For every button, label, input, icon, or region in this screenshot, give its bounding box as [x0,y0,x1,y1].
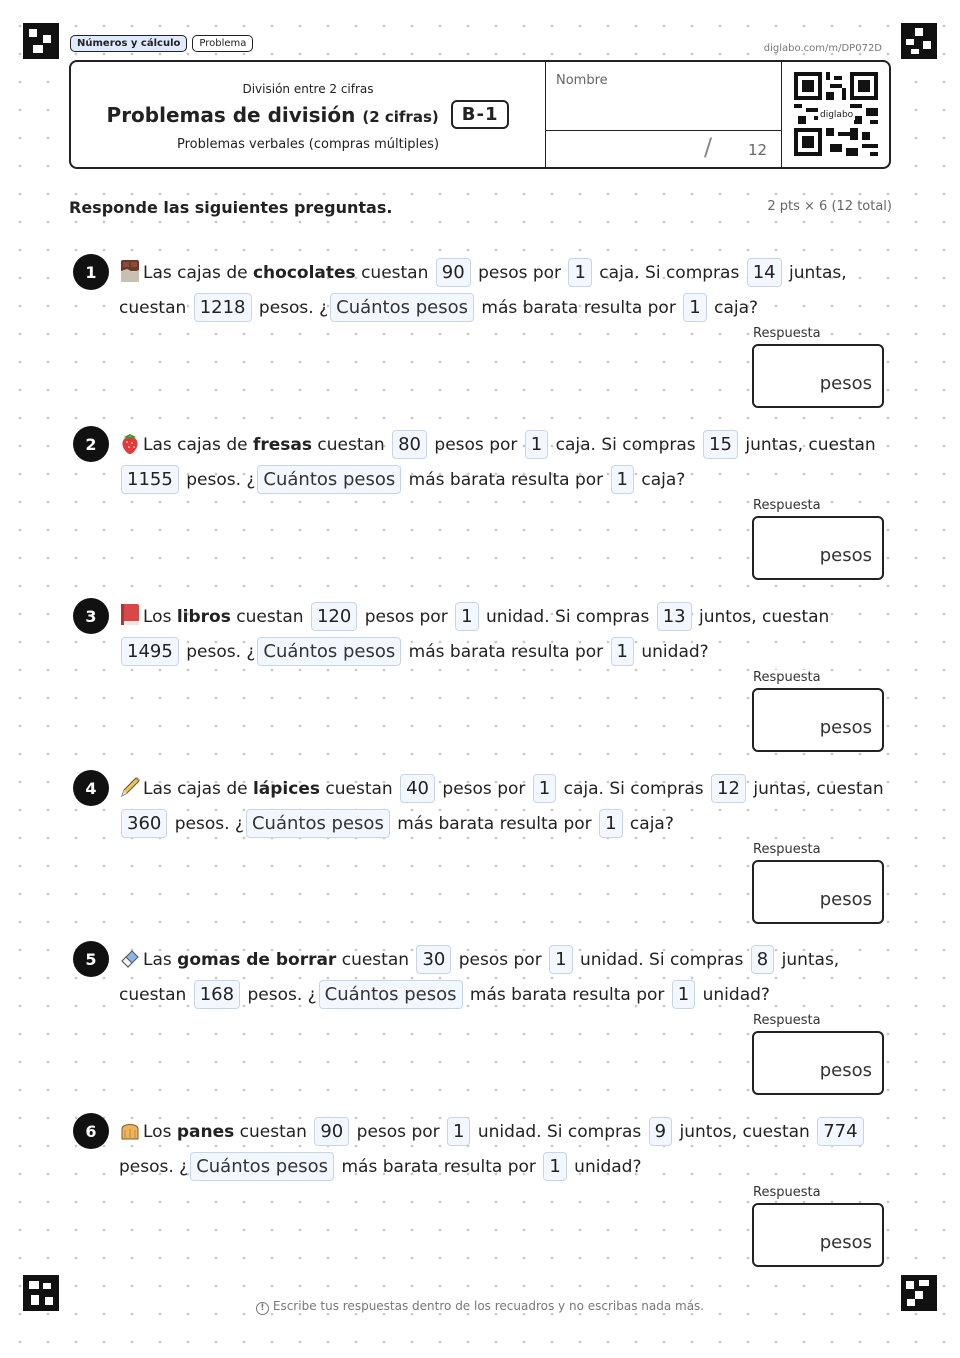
tag-category: Números y cálculo [70,35,187,52]
item-name: libros [176,607,231,627]
bulk-total: 1218 [194,293,252,322]
question-phrase: Cuántos pesos [330,293,474,322]
bulk-total: 774 [817,1117,863,1146]
answer-box[interactable] [752,344,884,408]
name-label: Nombre [556,73,608,88]
tag-list [70,35,253,52]
answer-unit: pesos [819,545,872,566]
unit-count-2: 1 [683,293,706,322]
tag-type: Problema [192,35,253,52]
question-phrase: Cuántos pesos [190,1152,334,1181]
item-name: panes [176,1122,235,1142]
answer-box[interactable] [752,860,884,924]
strawberry-icon [119,431,141,455]
question-phrase: Cuántos pesos [257,637,401,666]
answer-unit: pesos [819,717,872,738]
level-badge: B-1 [451,100,510,129]
bread-icon [119,1118,141,1142]
qr-code-block [781,62,890,167]
problem-text: Las cajas de chocolates cuestan 90 pesos por 1 caja. Si compras 14 juntas, cuestan 1218 pesos. ¿ Cuántos pesos más barata resulta por 1 caja? [119,256,889,326]
answer-box[interactable] [752,1203,884,1267]
unit-count: 1 [447,1117,470,1146]
unit-count: 1 [525,430,548,459]
unit-count: 1 [533,774,556,803]
answer-unit: pesos [819,373,872,394]
worksheet-subtitle: División entre 2 cifras [242,82,374,96]
source-url: diglabo.com/m/DP072D [763,43,882,54]
question-phrase: Cuántos pesos [257,465,401,494]
answer-unit: pesos [819,889,872,910]
item-name: fresas [252,435,312,455]
problem-number: 5 [73,941,109,977]
problem-number: 3 [73,598,109,634]
title-suffix: (2 cifras) [362,107,439,126]
unit-count-2: 1 [611,637,634,666]
problem-text: Las cajas de lápices cuestan 40 pesos por 1 caja. Si compras 12 juntas, cuestan 360 pesos. ¿ Cuántos pesos más barata resulta por 1 caja? [119,772,889,842]
bulk-quantity: 12 [711,774,746,803]
footer-note: ! Escribe tus respuestas dentro de los recuadros y no escribas nada más. [0,1299,960,1315]
problem-text: Los panes cuestan 90 pesos por 1 unidad. Si compras 9 juntos, cuestan 774 pesos. ¿ Cuántos pesos más barata resulta por 1 unidad? [119,1115,889,1185]
answer-unit: pesos [819,1060,872,1081]
problem-text: Los libros cuestan 120 pesos por 1 unidad. Si compras 13 juntos, cuestan 1495 pesos. ¿ Cuántos pesos más barata resulta por 1 unidad? [119,600,889,670]
answer-label: Respuesta [753,1185,821,1200]
corner-marker-top-left [23,23,59,59]
problem-text: Las cajas de fresas cuestan 80 pesos por 1 caja. Si compras 15 juntas, cuestan 1155 pesos. ¿ Cuántos pesos más barata resulta por 1 caja? [119,428,889,498]
corner-marker-top-right [901,23,937,59]
answer-label: Respuesta [753,498,821,513]
score-slash-icon: / [704,133,713,161]
unit-price: 120 [311,602,357,631]
title-block [71,62,545,167]
unit-price: 80 [392,430,427,459]
problem-number: 1 [73,254,109,290]
unit-count-2: 1 [672,980,695,1009]
points-info: 2 pts × 6 (12 total) [767,199,892,214]
bulk-total: 360 [121,809,167,838]
problem-text: Las gomas de borrar cuestan 30 pesos por 1 unidad. Si compras 8 juntas, cuestan 168 pesos. ¿ Cuántos pesos más barata resulta por 1 unidad? [119,943,889,1013]
worksheet-title: Problemas de división (2 cifras) [106,102,439,127]
bulk-quantity: 8 [751,945,774,974]
item-name: chocolates [252,263,356,283]
answer-label: Respuesta [753,326,821,341]
bulk-total: 168 [194,980,240,1009]
unit-count-2: 1 [543,1152,566,1181]
answer-box[interactable] [752,1031,884,1095]
unit-count: 1 [549,945,572,974]
unit-price: 40 [400,774,435,803]
pencil-icon [119,775,141,799]
bulk-quantity: 14 [747,258,782,287]
question-phrase: Cuántos pesos [319,980,463,1009]
qr-brand-text: diglabo [820,110,854,120]
bulk-quantity: 15 [703,430,738,459]
answer-box[interactable] [752,516,884,580]
name-field[interactable] [545,62,782,131]
worksheet-description: Problemas verbales (compras múltiples) [176,137,440,152]
unit-count-2: 1 [611,465,634,494]
question-phrase: Cuántos pesos [246,809,390,838]
answer-unit: pesos [819,1232,872,1253]
unit-price: 30 [416,945,451,974]
score-field[interactable] [545,131,782,167]
warning-icon: ! [256,1302,269,1315]
instruction-text: Responde las siguientes preguntas. [69,198,393,217]
unit-count-2: 1 [599,809,622,838]
answer-label: Respuesta [753,670,821,685]
answer-box[interactable] [752,688,884,752]
score-total: 12 [748,141,768,159]
unit-count: 1 [568,258,591,287]
problem-number: 6 [73,1113,109,1149]
answer-label: Respuesta [753,842,821,857]
chocolate-icon [119,259,141,283]
bulk-total: 1155 [121,465,179,494]
bulk-quantity: 13 [657,602,692,631]
book-icon [119,603,141,627]
answer-label: Respuesta [753,1013,821,1028]
unit-price: 90 [314,1117,349,1146]
problem-number: 2 [73,426,109,462]
item-name: lápices [252,779,320,799]
unit-price: 90 [436,258,471,287]
eraser-icon [119,946,141,970]
problem-number: 4 [73,770,109,806]
bulk-total: 1495 [121,637,179,666]
bulk-quantity: 9 [649,1117,672,1146]
worksheet-header [69,60,891,169]
unit-count: 1 [455,602,478,631]
item-name: gomas de borrar [177,950,337,970]
